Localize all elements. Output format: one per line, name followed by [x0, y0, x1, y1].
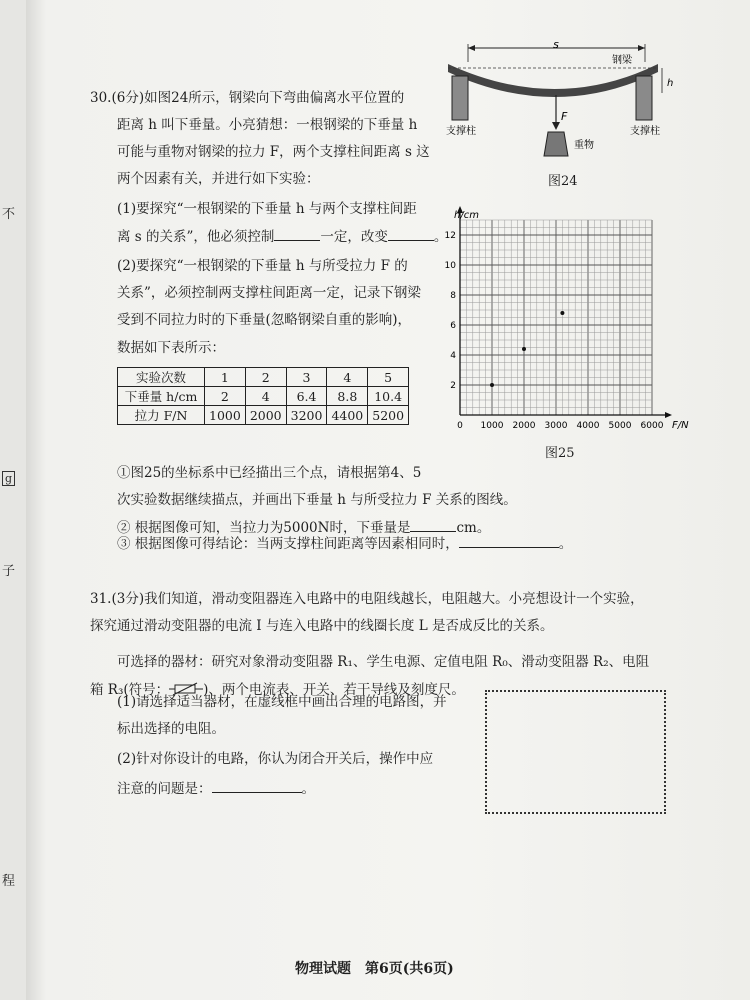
q30-part2-line-3: 受到不同拉力时的下垂量(忽略钢梁自重的影响)， [117, 312, 412, 328]
q30-line-2: 距离 h 叫下垂量。小亮猜想：一根钢梁的下垂量 h [117, 117, 418, 133]
margin-fragment: g [2, 471, 15, 486]
margin-fragment: 子 [2, 564, 16, 579]
figure-24-caption: 图24 [548, 174, 578, 189]
right-support-pillar [636, 76, 652, 120]
question-number: 31. [90, 591, 112, 607]
figure-24-beam-diagram [440, 40, 680, 180]
table-row [118, 387, 409, 406]
x-tick-label: 6000 [640, 421, 664, 431]
x-tick-label: 1000 [480, 421, 504, 431]
figure-25-caption: 图25 [545, 446, 575, 461]
q31-part1-line-1: (1)请选择适当器材，在虚线框中画出合理的电路图，并 [117, 694, 447, 710]
q30-part1-line-1: (1)要探究“一根钢梁的下垂量 h 与两个支撑柱间距 [117, 201, 417, 217]
q31-part1-line-2: 标出选择的电阻。 [117, 721, 225, 737]
q31-line-1: 31.(3分)我们知道，滑动变阻器连入电路中的电阻线越长，电阻越大。小亮想设计一个实验， [90, 591, 644, 607]
previous-page-edge [0, 0, 27, 1000]
x-axis-arrow-icon [665, 412, 672, 418]
y-tick-label: 10 [444, 261, 456, 271]
label-F: F [561, 110, 568, 123]
figure-25-graph [440, 200, 690, 445]
table-cell: 下垂量 h/cm [118, 387, 205, 406]
table-cell: 1000 [205, 406, 246, 425]
q30-sub1-line-1: ①图25的坐标系中已经描出三个点，请根据第4、5 [117, 465, 422, 481]
table-cell: 实验次数 [118, 368, 205, 387]
y-tick-label: 8 [450, 291, 456, 301]
q30-part2-line-1: (2)要探究“一根钢梁的下垂量 h 与所受拉力 F 的 [117, 258, 408, 274]
answer-blank-3[interactable] [410, 517, 456, 532]
graph-grid [460, 220, 652, 415]
q31-part2-line-2: 注意的问题是： 。 [117, 778, 315, 799]
label-left-support: 支撑柱 [446, 126, 476, 137]
table-cell: 5 [368, 368, 409, 387]
margin-fragment: 不 [2, 207, 16, 222]
label-beam: 钢梁 [612, 55, 632, 66]
q30-line-4: 两个因素有关，并进行如下实验： [117, 171, 320, 187]
y-tick-label: 6 [450, 321, 456, 331]
circuit-drawing-box[interactable] [485, 690, 666, 814]
label-s: s [553, 40, 559, 51]
q30-line-1: 30.(6分)如图24所示，钢梁向下弯曲偏离水平位置的 [90, 90, 405, 106]
y-axis-label: h/cm [454, 210, 479, 221]
answer-blank-5[interactable] [212, 778, 302, 793]
q30-sub3: ③ 根据图像可得结论：当两支撑柱间距离等因素相同时， 。 [117, 533, 572, 554]
x-tick-label: 0 [457, 421, 463, 431]
x-axis-label: F/N [672, 420, 689, 431]
q30-part2-line-4: 数据如下表所示： [117, 340, 225, 356]
table-cell: 3200 [286, 406, 327, 425]
x-tick-label: 4000 [576, 421, 600, 431]
table-cell: 1 [205, 368, 246, 387]
table-cell: 10.4 [368, 387, 409, 406]
q31-part2-line-1: (2)针对你设计的电路，你认为闭合开关后，操作中应 [117, 751, 434, 767]
table-cell: 6.4 [286, 387, 327, 406]
q30-sub2: ② 根据图像可知，当拉力为5000N时，下垂量是 cm。 [117, 517, 490, 538]
label-right-support: 支撑柱 [630, 126, 660, 137]
q30-line-3: 可能与重物对钢梁的拉力 F，两个支撑柱间距离 s 这 [117, 144, 430, 160]
x-tick-label: 2000 [512, 421, 536, 431]
table-cell: 4400 [327, 406, 368, 425]
question-score: (6分) [111, 90, 145, 106]
label-weight: 重物 [574, 140, 594, 151]
y-tick-label: 4 [450, 351, 456, 361]
label-h: h [667, 78, 674, 89]
data-point [522, 347, 526, 351]
table-cell: 3 [286, 368, 327, 387]
graph-points [490, 311, 564, 387]
table-row [118, 406, 409, 425]
q30-part2-line-2: 关系”，必须控制两支撑柱间距离一定，记录下钢梁 [117, 285, 421, 301]
q30-part1-line-2: 离 s 的关系”，他必须控制 一定，改变 。 [117, 226, 447, 247]
page-footer: 物理试题 第6页(共6页) [295, 961, 454, 977]
graph-axes [457, 206, 672, 418]
q31-equipment-line-2: 箱 R₃(符号： )、两个电流表、开关、若干导线及刻度尺。 [90, 682, 465, 698]
answer-blank-2[interactable] [388, 226, 434, 241]
data-point [560, 311, 564, 315]
q31-equipment-line-1: 可选择的器材：研究对象滑动变阻器 R₁、学生电源、定值电阻 R₀、滑动变阻器 R₂、电阻 [117, 654, 650, 670]
y-tick-label: 12 [444, 231, 456, 241]
q31-line-2: 探究通过滑动变阻器的电流 I 与连入电路中的线圈长度 L 是否成反比的关系。 [90, 618, 554, 634]
data-point [490, 383, 494, 387]
answer-blank-1[interactable] [274, 226, 320, 241]
answer-blank-4[interactable] [459, 533, 559, 548]
experiment-data-table [117, 367, 409, 425]
table-cell: 2 [205, 387, 246, 406]
steel-beam [448, 64, 658, 97]
question-score: (3分) [111, 591, 145, 607]
y-tick-label: 2 [450, 381, 456, 391]
table-cell: 4 [327, 368, 368, 387]
sag-dimension [662, 68, 673, 93]
x-tick-label: 5000 [608, 421, 632, 431]
table-cell: 2000 [245, 406, 286, 425]
table-header-row [118, 368, 409, 387]
table-cell: 拉力 F/N [118, 406, 205, 425]
graph-tick-labels [445, 231, 664, 431]
question-number: 30. [90, 90, 112, 106]
table-cell: 2 [245, 368, 286, 387]
margin-fragment: 程 [2, 874, 16, 889]
weight-block [544, 132, 568, 156]
table-cell: 8.8 [327, 387, 368, 406]
left-support-pillar [452, 76, 468, 120]
force-arrow [552, 95, 568, 130]
q30-sub1-line-2: 次实验数据继续描点，并画出下垂量 h 与所受拉力 F 关系的图线。 [117, 492, 517, 508]
x-tick-label: 3000 [544, 421, 568, 431]
table-cell: 5200 [368, 406, 409, 425]
table-cell: 4 [245, 387, 286, 406]
